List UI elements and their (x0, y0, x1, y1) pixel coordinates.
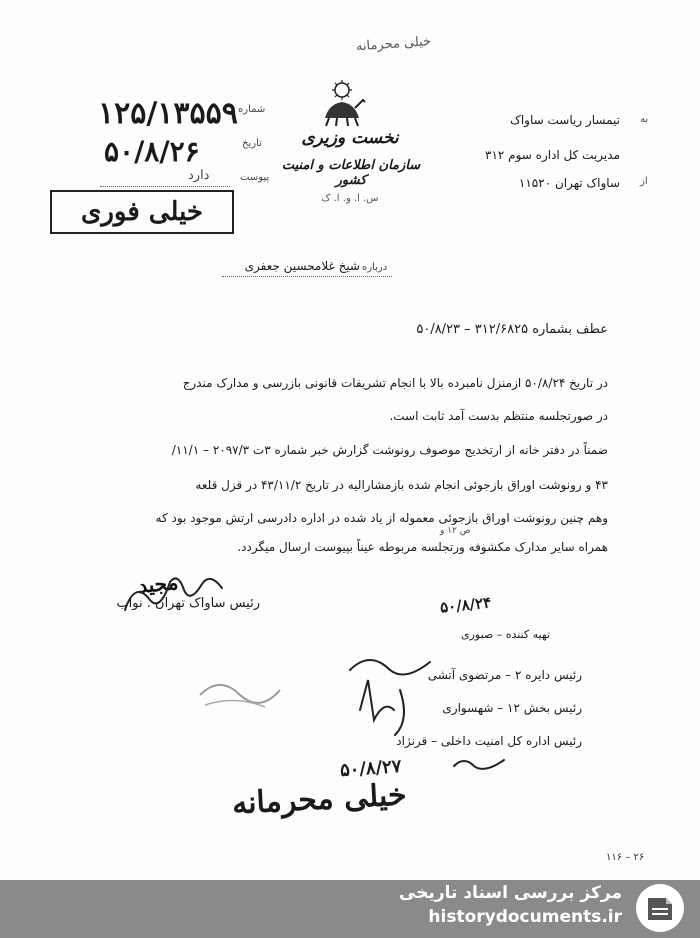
attachment-value: دارد (188, 168, 210, 183)
small-initial-scribble (450, 752, 510, 774)
number-label: شماره (238, 104, 266, 115)
chief-signature: مجید (136, 569, 180, 599)
body-line: ۴۳ و رونوشت اوراق بازجوئی انجام شده بازمشارالیه در تاریخ ۴۳/۱۱/۲ در قزل قلعه (195, 478, 608, 492)
chief-signature-scribble (120, 570, 230, 620)
lion-and-sun-emblem (315, 78, 369, 128)
top-handwritten-note: خیلی محرمانه (355, 34, 432, 55)
office-code: س. ا. و. ا. ک (321, 193, 379, 204)
watermark-title: مرکز بررسی اسناد تاریخی (399, 883, 622, 903)
date-signature: ۵۰/۸/۲۴ (439, 593, 493, 617)
body-line: همراه سایر مدارک مکشوفه ورتجلسه مربوطه عیناً بپیوست ارسال میگردد. (237, 540, 608, 554)
body-line: در صورتجلسه منتظم بدست آمد ثابت است. (389, 409, 608, 423)
official-line: رئیس اداره کل امنیت داخلی – قرنژاد (396, 734, 582, 748)
archive-logo-icon (634, 882, 686, 934)
to-value: تیمسار ریاست ساواک (510, 113, 620, 127)
classification-stamp-text: خیلی فوری (80, 197, 203, 227)
final-classification-stamp: خیلی محرمانه (231, 777, 408, 822)
official-line: رئیس دایره ۲ – مرتضوی آتشی (427, 668, 582, 682)
official-line: رئیس بخش ۱۲ – شهسواری (442, 701, 582, 715)
subject-label: درباره (362, 262, 388, 273)
final-date: ۵۰/۸/۲۷ (339, 755, 403, 782)
office-title: نخست وزیری (301, 128, 399, 148)
body-line: در تاریخ ۵۰/۸/۲۴ ازمنزل نامبرده بالا با انجام تشریفات قانونی بازرسی و مدارک مندرج (182, 376, 608, 390)
preparer-line: تهیه کننده – صبوری (460, 628, 550, 641)
watermark-url: historydocuments.ir (428, 907, 622, 927)
body-insert-note: ص ۱۲ و (440, 526, 471, 536)
body-line: وهم چنین رونوشت اوراق بازجوئی معموله از یاد شده در اداره دادرسی ارتش موجود بود که (155, 511, 608, 525)
official-signature-scribble (340, 650, 450, 750)
letter-date: ۵۰/۸/۲۶ (104, 135, 200, 168)
attachment-label: پیوست (240, 172, 270, 183)
attachment-underline (100, 186, 230, 187)
classification-stamp (50, 190, 234, 234)
to-label: به (640, 114, 649, 125)
subject-underline (222, 276, 392, 277)
page-code: ۲۶ – ۱۱۶ (606, 852, 645, 863)
cc-value: ساواک تهران ۱۱۵۲۰ (518, 176, 620, 190)
office-subtitle: سازمان اطلاعات و امنیت کشور (281, 158, 421, 188)
cc-label: از (640, 176, 648, 187)
body-line: ضمناً در دفتر خانه از ارتخدیج موصوف رونوشت گزارش خبر شماره ۳ت ۲۰۹۷/۳ – ۱۱/۱/ (171, 443, 608, 457)
from-value: مدیریت کل اداره سوم ۳۱۲ (485, 148, 620, 162)
subject-value: شیخ غلامحسین جعفری (244, 259, 360, 273)
date-label: تاریخ (242, 138, 262, 149)
letter-number: ۱۲۵/۱۳۵۵۹ (98, 96, 238, 131)
faint-stamp-mark (195, 665, 285, 715)
reference-line: عطف بشماره ۳۱۲/۶۸۲۵ – ۵۰/۸/۲۳ (416, 322, 608, 337)
chief-label: رئیس ساواک تهران . نواب (116, 596, 260, 611)
